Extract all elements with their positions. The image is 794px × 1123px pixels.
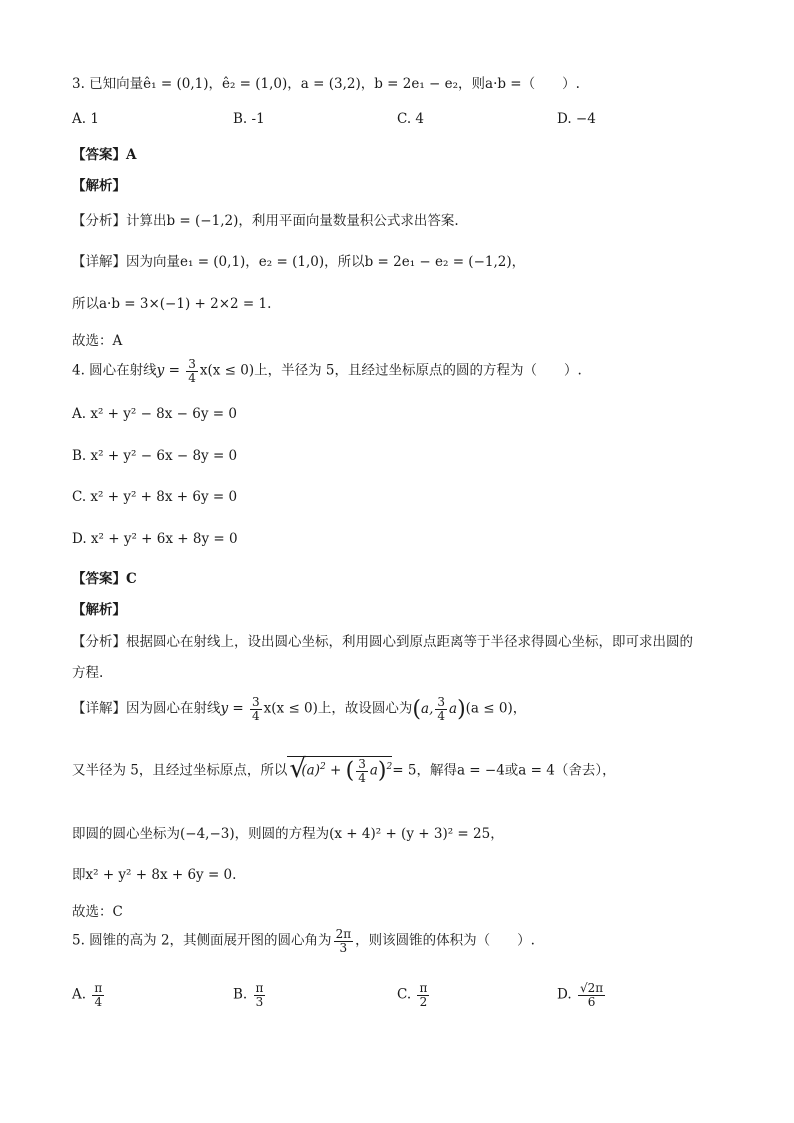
q4-choice-d: D. x² + y² + 6x + 8y = 0 — [72, 531, 238, 547]
q4-stem-b: x(x ≤ 0)上，半径为 5，且经过坐标原点的圆的方程为（ ）. — [199, 362, 582, 379]
q4-answer: 【答案】C — [72, 571, 137, 587]
q4-detail-frac-den: 4 — [252, 708, 260, 723]
q4-detail-2 — [72, 754, 616, 785]
q4-detail — [72, 696, 526, 722]
q5-choice-a: A. $\frac{\pi}{4}$ — [72, 981, 103, 1009]
q3-detail: 【详解】因为向量e₁ = (0,1)，e₂ = (1,0)，所以b = 2e₁ − e₂ = (−1,2)， — [72, 254, 526, 270]
q4-detail-3: 即圆的圆心坐标为(−4,−3)，则圆的方程为(x + 4)² + (y + 3)² = 25， — [72, 826, 504, 842]
q4-detail-fraction — [250, 696, 262, 722]
q4-stem-frac-num: 3 — [188, 357, 196, 371]
q4-stem-frac-den: 4 — [188, 370, 196, 385]
q4-detail-c: (a ≤ 0)， — [465, 700, 527, 717]
q4-fenxi-1: 【分析】根据圆心在射线上，设出圆心坐标，利用圆心到原点距离等于半径求得圆心坐标，即可求出圆的 — [72, 634, 693, 650]
q4-fenxi-2: 方程. — [72, 665, 104, 681]
q4-detail-b: x(x ≤ 0)上，故设圆心为 — [263, 700, 413, 717]
q3-fenxi: 【分析】计算出b = (−1,2)，利用平面向量数量积公式求出答案. — [72, 213, 459, 229]
q3-detail-2: 所以a·b = 3×(−1) + 2×2 = 1. — [72, 296, 272, 312]
q4-detail-expr: y = — [220, 700, 249, 717]
q5-stem-a: 5. 圆锥的高为 2，其侧面展开图的圆心角为 — [72, 932, 332, 949]
q4-sqrt-expression: √ $(a)^2$ + ( $\frac{3}{4}$ a)$^2$ — [289, 754, 393, 785]
q3-answer: 【答案】A — [72, 147, 137, 163]
q4-choice-a: A. x² + y² − 8x − 6y = 0 — [72, 406, 237, 422]
q5-stem — [72, 928, 535, 954]
q4-detail-4: 即x² + y² + 8x + 6y = 0. — [72, 867, 237, 883]
q4-stem-a: 4. 圆心在射线 — [72, 362, 157, 379]
q4-analysis-tag: 【解析】 — [72, 602, 126, 618]
q4-choice-c: C. x² + y² + 8x + 6y = 0 — [72, 489, 238, 505]
q5-stem-b: ，则该圆锥的体积为（ ）. — [355, 932, 535, 949]
q4-choice-b: B. x² + y² − 6x − 8y = 0 — [72, 448, 238, 464]
q4-stem — [72, 358, 582, 384]
q5-choice-b: B. $\frac{\pi}{3}$ — [233, 981, 264, 1009]
q3-stem — [72, 72, 580, 92]
q3-stem-text: 3. 已知向量ê₁ = (0,1)，ê₂ = (1,0)，a = (3,2)，b = 2e₁ − e₂，则a·b =（ ）. — [72, 76, 580, 92]
q4-stem-fraction — [186, 358, 198, 384]
q5-stem-frac-den: 3 — [339, 940, 348, 955]
q3-conclusion: 故选：A — [72, 333, 123, 349]
q4-detail-center: (a, $\frac{3}{4}$ a) — [412, 695, 466, 723]
q3-choice-b: B. -1 — [233, 111, 265, 127]
q4-detail-a: 【详解】因为圆心在射线 — [72, 700, 221, 717]
q4-stem-expr: y = — [156, 362, 185, 379]
q5-stem-frac-num: 2π — [335, 927, 352, 941]
q5-choice-d: D. $\frac{√2\pi}{6}$ — [557, 981, 604, 1009]
q4-conclusion: 故选：C — [72, 904, 123, 920]
q5-stem-fraction — [334, 928, 354, 954]
q4-detail-frac-num: 3 — [252, 695, 260, 709]
q4-detail2-b: = 5，解得a = −4或a = 4（舍去）， — [392, 762, 616, 779]
q3-choice-d: D. −4 — [557, 111, 596, 127]
q5-choice-c: C. $\frac{\pi}{2}$ — [397, 981, 428, 1009]
q3-choice-c: C. 4 — [397, 111, 425, 127]
q4-detail2-a: 又半径为 5，且经过坐标原点，所以 — [72, 762, 288, 779]
q3-analysis-tag: 【解析】 — [72, 178, 126, 194]
q3-choice-a: A. 1 — [72, 111, 99, 127]
